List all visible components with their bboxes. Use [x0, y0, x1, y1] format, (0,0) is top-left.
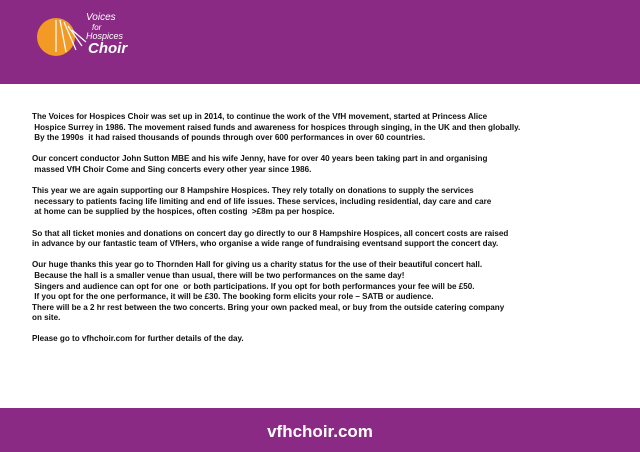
text-line: The Voices for Hospices Choir was set up in 2014, to continue the work of the VfH movement, started at Princess Alice	[32, 112, 488, 121]
logo-line-for: for	[92, 23, 102, 32]
logo-text	[86, 12, 127, 56]
text-line: Singers and audience can opt for one or both participations. If you opt for both performances your fee will be £50.	[32, 281, 475, 291]
text-line: There will be a 2 hr rest between the two concerts. Bring your own packed meal, or buy from the outside catering company	[32, 302, 505, 312]
text-line: This year we are again supporting our 8 Hampshire Hospices. They rely totally on donations to supply the services	[32, 186, 474, 196]
text-line: Because the hall is a smaller venue than usual, there will be two performances on the same day!	[32, 270, 405, 280]
text-line: in advance by our fantastic team of VfHers, who organise a wide range of fundraising eventsand support the concert day.	[32, 239, 499, 249]
text-line: Hospice Surrey in 1986. The movement raised funds and awareness for hospices through singing, in the UK and then globally.	[32, 122, 521, 132]
text-line: By the 1990s it had raised thousands of pounds through over 600 performances in over 60 countries.	[32, 133, 426, 143]
logo-line-choir: Choir	[88, 40, 128, 57]
text-line: massed VfH Choir Come and Sing concerts every other year since 1986.	[32, 164, 312, 174]
logo-line-voices: Voices	[86, 12, 116, 23]
paragraph-venue	[32, 260, 622, 324]
header-banner	[0, 0, 640, 84]
text-line: If you opt for the one performance, it will be £30. The booking form elicits your role – SATB or audience.	[32, 292, 434, 302]
text-line: on site.	[32, 313, 61, 323]
text-line: So that all ticket monies and donations on concert day go directly to our 8 Hampshire Hospices, all concert costs are raised	[32, 228, 509, 238]
text-line: necessary to patients facing life limiting and end of life issues. These services, including residential, day care and care	[32, 196, 492, 206]
paragraph-history	[32, 112, 622, 144]
footer-banner	[0, 408, 640, 452]
logo-line-hospices: Hospices	[86, 31, 124, 41]
text-line: Our concert conductor John Sutton MBE and his wife Jenny, have for over 40 years been taking part in and organising	[32, 154, 488, 164]
paragraph-details	[32, 334, 622, 345]
paragraph-hospices	[32, 186, 622, 218]
paragraph-conductor	[32, 154, 622, 175]
text-line: Our huge thanks this year go to Thornden Hall for giving us a charity status for the use of their beautiful concert hall.	[32, 260, 483, 270]
paragraph-donations	[32, 229, 622, 250]
text-line: Please go to vfhchoir.com for further details of the day.	[32, 334, 244, 344]
text-line: at home can be supplied by the hospices, often costing >£8m pa per hospice.	[32, 207, 335, 217]
main-content	[32, 112, 622, 356]
website-link[interactable]: vfhchoir.com	[267, 422, 373, 441]
